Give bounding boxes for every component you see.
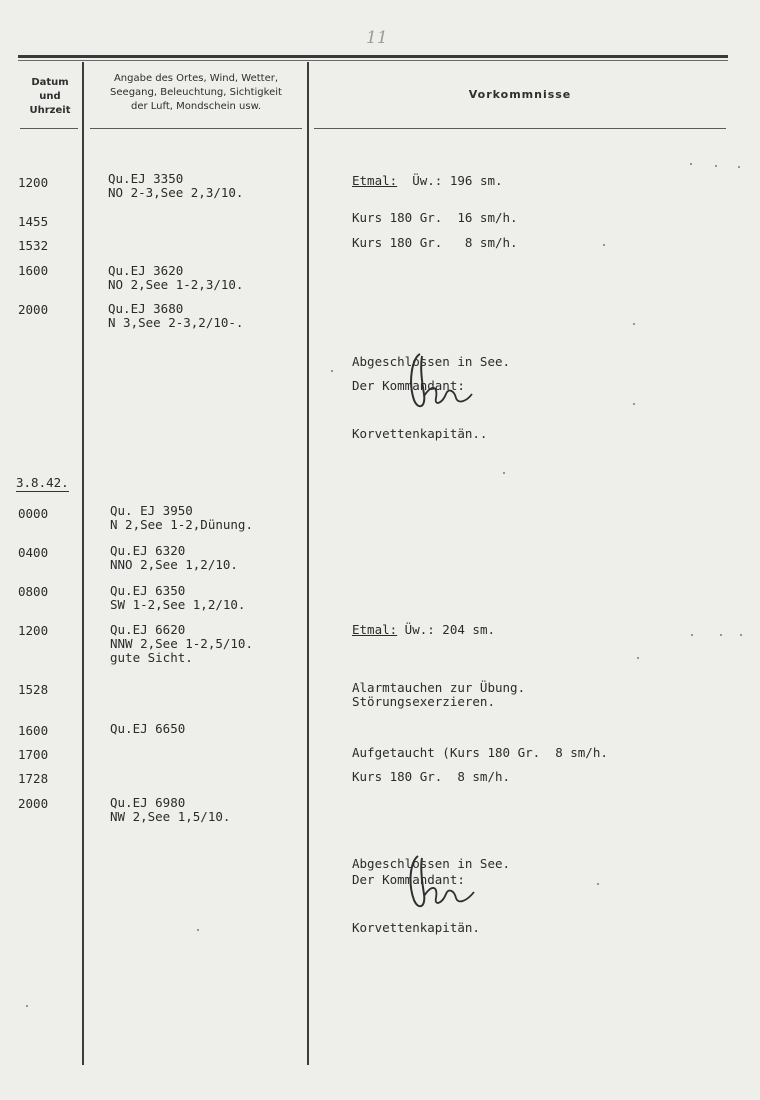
event-1200 [352, 174, 503, 188]
position-line: Qu.EJ 6350 [110, 583, 186, 598]
etmal-value: Üw.: 196 sm. [397, 173, 503, 188]
position-line: Qu.EJ 3620 [108, 263, 184, 278]
date-entry: 3.8.42. [16, 475, 69, 490]
position-line: Qu.EJ 6980 [110, 795, 186, 810]
closing2-line-1: Abgeschlossen in See. [352, 856, 511, 871]
time-0800: 0800 [18, 584, 49, 599]
time-1600-day2: 1600 [18, 723, 49, 738]
scan-speck [715, 165, 717, 167]
closing-line-3: Korvettenkapitän.. [352, 426, 488, 441]
position-2000-day2 [110, 796, 230, 824]
visibility-line: gute Sicht. [110, 650, 193, 665]
weather-line: NO 2-3,See 2,3/10. [108, 185, 244, 200]
signature-2 [398, 850, 488, 920]
scan-speck [633, 403, 635, 405]
time-0400: 0400 [18, 545, 49, 560]
position-0800 [110, 584, 245, 612]
page-number-mark: 11 [366, 28, 388, 48]
scan-speck [197, 929, 199, 931]
header-events: Vorkommnisse [468, 88, 572, 101]
time-2000-day2: 2000 [18, 796, 49, 811]
position-1600 [108, 264, 243, 292]
position-line: Qu.EJ 3680 [108, 301, 184, 316]
position-line: Qu.EJ 6320 [110, 543, 186, 558]
position-1200 [108, 172, 243, 200]
time-1455: 1455 [18, 214, 49, 229]
event-1200-day2 [352, 623, 495, 637]
scan-speck [603, 244, 605, 246]
scan-speck [740, 634, 742, 636]
position-line: Qu. EJ 3950 [110, 503, 193, 518]
scan-speck [691, 634, 693, 636]
scan-speck [331, 370, 333, 372]
etmal-value: Üw.: 204 sm. [397, 622, 495, 637]
weather-line: NO 2,See 1-2,3/10. [108, 277, 244, 292]
column-divider-1 [82, 62, 84, 1065]
time-1200-day2: 1200 [18, 623, 49, 638]
time-1700: 1700 [18, 747, 49, 762]
position-0400 [110, 544, 238, 572]
signature-1 [398, 348, 488, 420]
time-2000: 2000 [18, 302, 49, 317]
scan-speck [26, 1005, 28, 1007]
top-rule [18, 55, 728, 58]
header-location-line2: Seegang, Beleuchtung, Sichtigkeit [110, 87, 282, 98]
header-date-line1: Datum [31, 77, 69, 88]
event-1532: Kurs 180 Gr. 8 sm/h. [352, 235, 518, 250]
scan-speck [597, 883, 599, 885]
time-1728: 1728 [18, 771, 49, 786]
position-line: Qu.EJ 3350 [108, 171, 184, 186]
closing2-line-3: Korvettenkapitän. [352, 920, 480, 935]
header-underline-2 [90, 128, 302, 129]
header-location-weather [88, 72, 304, 114]
position-1200-day2 [110, 623, 253, 665]
weather-line: SW 1-2,See 1,2/10. [110, 597, 246, 612]
header-location-line1: Angabe des Ortes, Wind, Wetter, [113, 73, 279, 84]
header-date-line3: Uhrzeit [29, 105, 71, 116]
event-1455: Kurs 180 Gr. 16 sm/h. [352, 210, 518, 225]
event-1700: Aufgetaucht (Kurs 180 Gr. 8 sm/h. [352, 745, 608, 760]
etmal-label: Etmal: [352, 173, 398, 188]
closing-line-1: Abgeschlossen in See. [352, 354, 511, 369]
weather-line: N 2,See 1-2,Dünung. [110, 517, 253, 532]
time-1532: 1532 [18, 238, 49, 253]
header-underline-3 [314, 128, 726, 129]
scan-speck [637, 657, 639, 659]
position-1600-day2: Qu.EJ 6650 [110, 721, 186, 736]
position-line: Qu.EJ 6620 [110, 622, 186, 637]
scan-speck [738, 166, 740, 168]
column-divider-2 [307, 62, 309, 1065]
etmal-label: Etmal: [352, 622, 398, 637]
event-line: Alarmtauchen zur Übung. [352, 680, 526, 695]
event-line: Störungsexerzieren. [352, 694, 495, 709]
weather-line: NNO 2,See 1,2/10. [110, 557, 238, 572]
weather-line: N 3,See 2-3,2/10-. [108, 315, 244, 330]
weather-line: NW 2,See 1,5/10. [110, 809, 231, 824]
event-1528 [352, 681, 525, 709]
top-rule-thin [18, 60, 728, 61]
position-0000 [110, 504, 253, 532]
event-1728: Kurs 180 Gr. 8 sm/h. [352, 769, 511, 784]
position-2000 [108, 302, 243, 330]
header-location-line3: der Luft, Mondschein usw. [130, 101, 262, 112]
time-1528: 1528 [18, 682, 49, 697]
scan-speck [690, 163, 692, 165]
closing-line-2: Der Kommandant: [352, 378, 465, 393]
header-underline-1 [20, 128, 78, 129]
scan-speck [633, 323, 635, 325]
time-1600: 1600 [18, 263, 49, 278]
closing2-line-2: Der Kommandant: [352, 872, 465, 887]
scan-speck [720, 634, 722, 636]
header-date-line2: und [39, 91, 61, 102]
weather-line: NNW 2,See 1-2,5/10. [110, 636, 253, 651]
scan-speck [503, 472, 505, 474]
time-0000: 0000 [18, 506, 49, 521]
header-date-time [18, 76, 82, 118]
time-1200: 1200 [18, 175, 49, 190]
